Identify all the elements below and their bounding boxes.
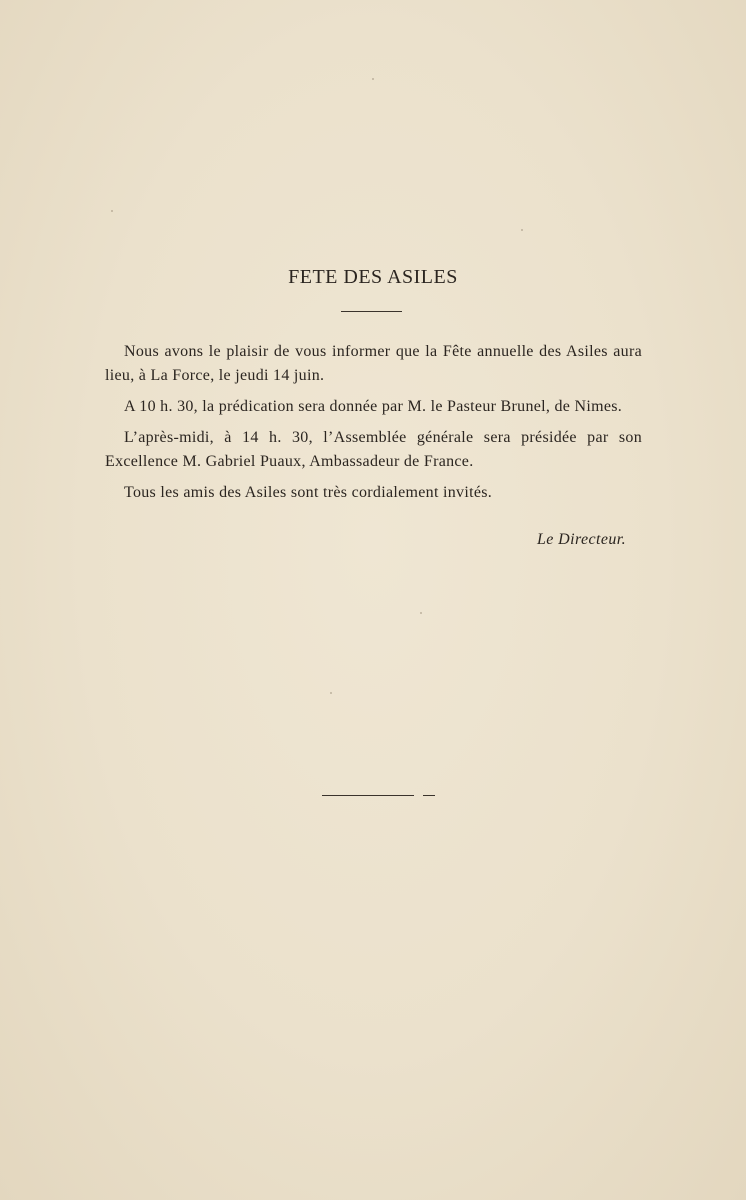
end-divider-dash (423, 795, 435, 796)
paper-speck (372, 78, 374, 80)
end-divider (322, 795, 414, 796)
paragraph-invitation: Nous avons le plaisir de vous informer que la Fête annuelle des Asiles aura lieu, à La Force, le jeudi 14 juin. (105, 343, 642, 384)
signature: Le Directeur. (536, 531, 626, 548)
paper-speck (111, 210, 113, 212)
paragraph-assembly: L’après-midi, à 14 h. 30, l’Assemblée générale sera présidée par son Excellence M. Gabriel Puaux, Ambassadeur de France. (105, 429, 642, 470)
page-title: FETE DES ASILES (288, 266, 458, 288)
paragraph-welcome: Tous les amis des Asiles sont très cordialement invités. (124, 484, 493, 501)
paper-speck (420, 612, 422, 614)
paper-speck (330, 692, 332, 694)
paper-speck (521, 229, 523, 231)
paragraph-sermon: A 10 h. 30, la prédication sera donnée par M. le Pasteur Brunel, de Nimes. (124, 398, 623, 415)
title-divider (341, 311, 402, 312)
announcement-body (105, 340, 642, 512)
